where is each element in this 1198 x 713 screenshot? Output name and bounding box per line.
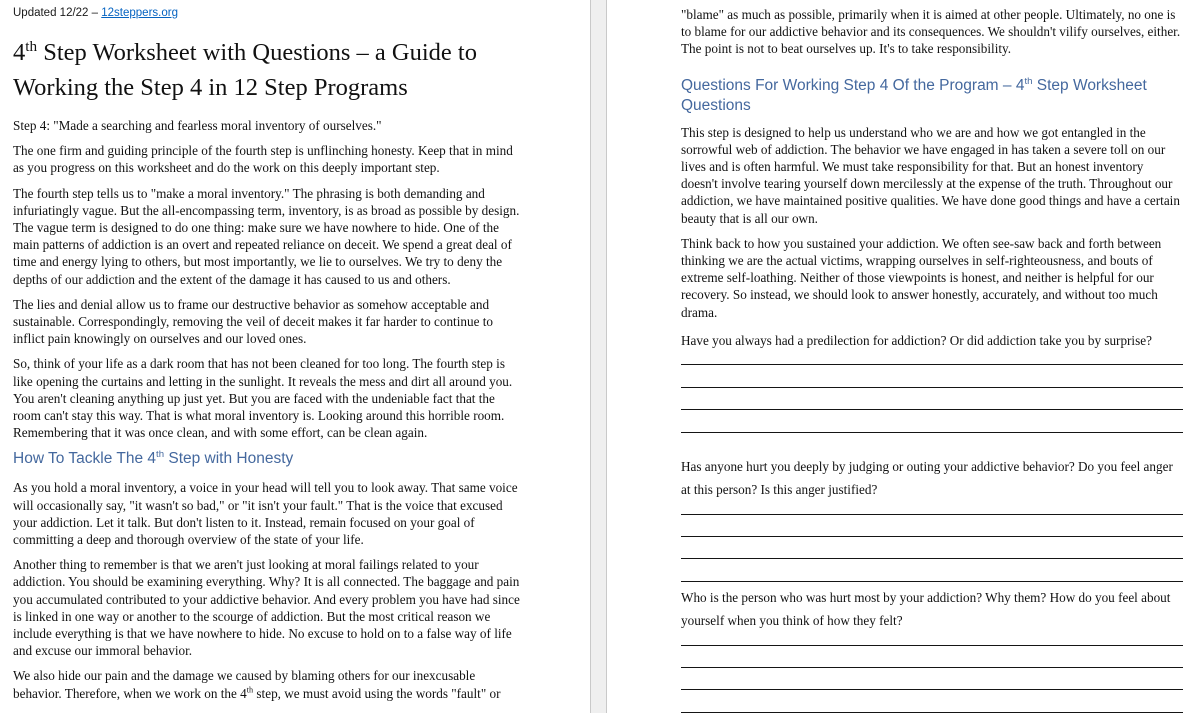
site-link[interactable]: 12steppers.org (101, 7, 178, 19)
step-quote: Step 4: "Made a searching and fearless moral inventory of ourselves." (13, 118, 382, 133)
document-page-right (606, 0, 1198, 713)
paragraph: Another thing to remember is that we aren't just looking at moral failings related to your addiction. You should be examining everything. Why? It is all connected. The baggage and pain you accumulated contributed to your addictive behavior. And every problem you have had since is linked in one way or another to the scourge of addiction. But the most critical reason we include everything is that we have nowhere to hide. No excuse to hold on to a false way of life and excuse our immoral behavior. (13, 557, 520, 659)
document-page-left (0, 0, 591, 713)
answer-line[interactable] (681, 502, 1183, 515)
worksheet-question-3: Who is the person who was hurt most by your addiction? Why them? How do you feel about yourself when you think of how they felt? (681, 589, 1171, 629)
paragraph: We also hide our pain and the damage we caused by blaming others for our inexcusable behavior. Therefore, when we work on the 4th step, we must avoid using the words "fault" or (13, 668, 501, 701)
paragraph: The lies and denial allow us to frame our destructive behavior as somehow acceptable and sustainable. Correspondingly, removing the veil of deceit makes it far harder to continue to inflict pain knowingly on ourselves and our loved ones. (13, 296, 493, 347)
answer-line[interactable] (681, 690, 1183, 712)
paragraph: As you hold a moral inventory, a voice in your head will tell you to look away. That same voice will occasionally say, "it wasn't so bad," or "it isn't your fault." That is the voice that excused your addiction. Let it talk. But don't listen to it. Instead, remain focused on your goal of committing a deep and thorough overview of the state of your life. (13, 480, 518, 548)
paragraph: The one firm and guiding principle of the fourth step is unflinching honesty. Keep that in mind as you progress on this worksheet and do the work on this deeply important step. (13, 143, 513, 176)
answer-line[interactable] (681, 646, 1183, 668)
answer-line[interactable] (681, 559, 1183, 581)
answer-line[interactable] (681, 388, 1183, 410)
answer-group-3 (681, 633, 1183, 713)
section-heading-tackle: How To Tackle The 4th Step with Honesty (13, 449, 294, 468)
worksheet-question-1: Have you always had a predilection for addiction? Or did addiction take you by surprise? (681, 332, 1152, 348)
doc-header (13, 6, 524, 21)
answer-line[interactable] (681, 352, 1183, 365)
answer-line[interactable] (681, 410, 1183, 432)
paragraph: "blame" as much as possible, primarily when it is aimed at other people. Ultimately, no one is to blame for our addictive behavior and its consequences. We shouldn't vilify ourselves, either. The point is not to beat ourselves up. It's to take responsibility. (681, 7, 1181, 57)
paragraph: Think back to how you sustained your addiction. We often see-saw back and forth between thinking we are the actual victims, wrapping ourselves in self-righteousness, and bouts of extreme self-loathing. Neither of those viewpoints is honest, and neither is helpful for our recovery. So instead, we should look to answer honestly, accurately, and without too much drama. (681, 235, 1162, 320)
answer-group-2 (681, 502, 1183, 582)
answer-group-1 (681, 352, 1183, 432)
answer-line[interactable] (681, 515, 1183, 537)
worksheet-question-2: Has anyone hurt you deeply by judging or outing your addictive behavior? Do you feel anger at this person? Is this anger justified? (681, 458, 1173, 498)
paragraph: This step is designed to help us understand who we are and how we got entangled in the sorrowful web of addiction. The behavior we have engaged in has taken a severe toll on our lives and is often harmful. We must take responsibility for that. But an honest inventory doesn't involve tearing yourself down mercilessly at the expense of the truth. Throughout our addiction, we have maintained positive qualities. We have done good things and have a certain beauty that is all our own. (681, 124, 1180, 226)
page-title: 4th Step Worksheet with Questions – a Guide to Working the Step 4 in 12 Step Programs (13, 37, 477, 101)
answer-line[interactable] (681, 365, 1183, 387)
answer-line[interactable] (681, 633, 1183, 646)
updated-label: Updated 12/22 – (13, 7, 102, 19)
answer-line[interactable] (681, 668, 1183, 690)
paragraph: So, think of your life as a dark room that has not been cleaned for too long. The fourth step is like opening the curtains and letting in the sunlight. It reveals the mess and dirt all around you. You aren't cleaning anything up just yet. But you are faced with the undeniable fact that the room can't stay this way. That is what moral inventory is. Looking around this horrible room. Remembering that it was once clean, and with some effort, can be clean again. (13, 356, 513, 441)
section-heading-questions: Questions For Working Step 4 Of the Program – 4th Step Worksheet Questions (681, 75, 1147, 114)
answer-line[interactable] (681, 537, 1183, 559)
paragraph: The fourth step tells us to "make a moral inventory." The phrasing is both demanding and infuriatingly vague. But the all-encompassing term, inventory, is as broad as possible by design. The vague term is designed to do one thing: make sure we have nowhere to hide. One of the main patterns of addiction is an overt and repeated reliance on deceit. We spend a great deal of time and energy lying to others, but most importantly, we lie to ourselves. We try to deny the depths of our addiction and the extent of the damage it has caused to us and others. (13, 185, 520, 287)
